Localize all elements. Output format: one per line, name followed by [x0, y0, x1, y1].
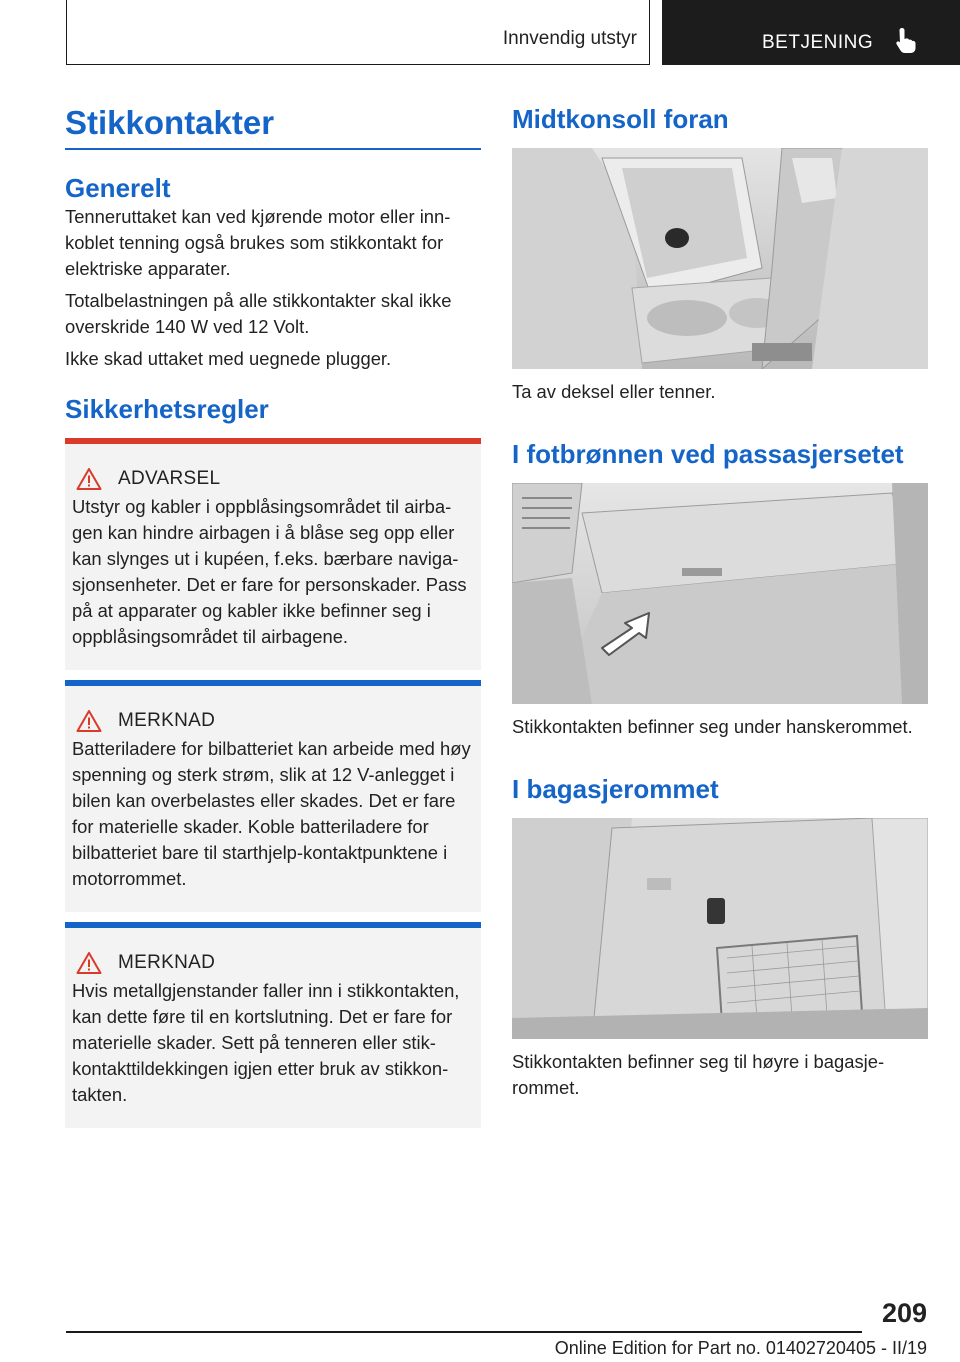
heading-safety: Sikkerhetsregler: [65, 393, 269, 424]
header-chapter-tab: [662, 0, 960, 65]
warning-triangle-icon: [76, 467, 102, 491]
header-section-title: Innvendig utstyr: [502, 28, 637, 49]
heading-general: Generelt: [65, 172, 171, 203]
heading-luggage: I bagasjerommet: [512, 774, 719, 804]
note-text-metal: Hvis metallgjenstander faller inn i stikkontakten, kan dette føre til en kortslutning. Det er fare for materielle skader. Sett på tenneren eller stikkontakttildekkingen igjen etter bruk av stikkontakten.: [72, 980, 460, 1105]
right-column: [512, 98, 928, 1101]
header-chapter-label: BETJENING: [762, 32, 874, 53]
note-text-battery: Batteriladere for bilbatteriet kan arbeide med høy spenning og sterk strøm, slik at 12 V-anlegget i bilen kan overbelastes eller skades. Det er fare for materielle skader. Koble batteriladere for bilbatteriet bare til starthjelp-kontaktpunktene i motorrommet.: [72, 738, 471, 889]
footer-divider: [66, 1331, 862, 1333]
note-triangle-icon: [76, 951, 102, 975]
caption-center-console: Ta av deksel eller tenner.: [512, 381, 716, 402]
note-label: MERKNAD: [118, 952, 216, 973]
note-notice-battery: [65, 680, 481, 912]
paragraph-general-3: Ikke skad uttaket med uegnede plugger.: [65, 347, 392, 369]
footer-edition: Online Edition for Part no. 01402720405 - II/19: [554, 1338, 927, 1358]
left-column: [65, 98, 481, 424]
heading-center-console: Midtkonsoll foran: [512, 104, 729, 134]
warning-notice: [65, 438, 481, 670]
note-triangle-icon: [76, 709, 102, 733]
footwell-photo: [512, 483, 928, 704]
note-label: MERKNAD: [118, 710, 216, 731]
title-divider: [65, 148, 481, 150]
paragraph-general-1: Tenneruttaket kan ved kjørende motor eller innkoblet tenning også brukes som stikkontakt for elektriske apparater.: [65, 205, 451, 279]
paragraph-general-2: Totalbelastningen på alle stikkontakter skal ikke overskride 140 W ved 12 Volt.: [65, 289, 452, 337]
luggage-compartment-photo: [512, 818, 928, 1039]
page-number: 209: [881, 1298, 927, 1328]
center-console-photo: [512, 148, 928, 369]
heading-footwell: I fotbrønnen ved passasjersetet: [512, 439, 904, 469]
warning-label: ADVARSEL: [118, 468, 221, 489]
pointing-hand-icon: [894, 26, 920, 54]
note-notice-metal: [65, 922, 481, 1128]
caption-luggage: Stikkontakten befinner seg til høyre i bagasjerommet.: [512, 1051, 885, 1098]
page-title: Stikkontakter: [65, 104, 275, 141]
warning-text: Utstyr og kabler i oppblåsingsområdet til airbagen kan hindre airbagen i å blåse seg opp eller kan slynges ut i kupéen, f.eks. bærbare navigasjonsenheter. Det er fare for personskader. Pass på at apparater og kabler ikke befinner seg i oppblåsingsområdet til airbagene.: [72, 496, 467, 647]
caption-footwell: Stikkontakten befinner seg under hanskerommet.: [512, 716, 913, 737]
header-section-frame: [66, 0, 650, 65]
